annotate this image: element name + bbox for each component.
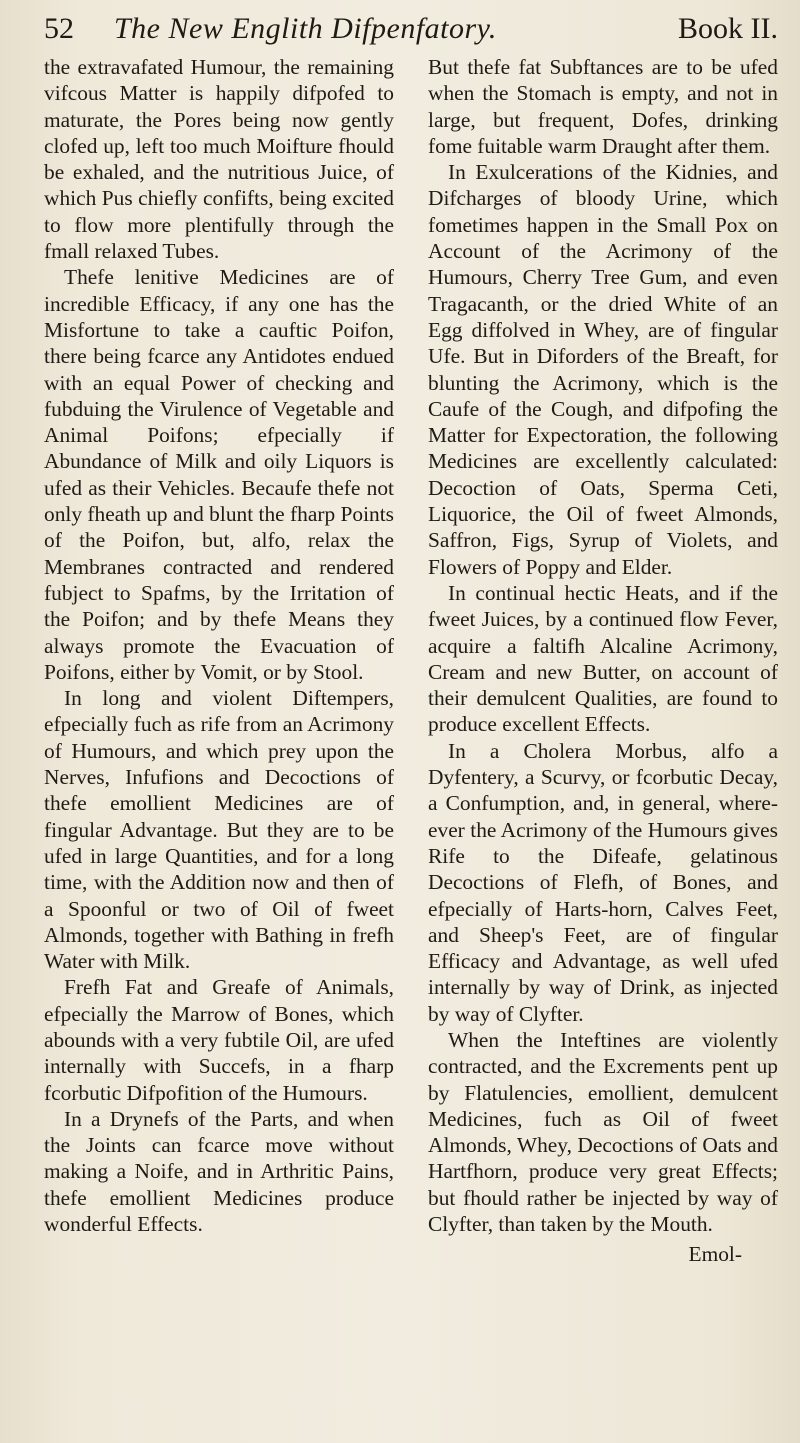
- paragraph: In long and violent Diftempers, efpecially fuch as rife from an Acrimony of Humours, and which prey upon the Nerves, Infufions and Decoctions of thefe emollient Medicines are of fingular Advantage. But they are to be ufed in large Quantities, and for a long time, with the Addition now and then of a Spoonful or two of Oil of fweet Almonds, together with Bathing in frefh Water with Milk.: [44, 686, 394, 974]
- paragraph: In continual hectic Heats, and if the fweet Juices, by a continued flow Fever, acquire a faltifh Alcaline Acrimony, Cream and new Butter, on account of their demulcent Qualities, are found to produce excellent Effects.: [428, 580, 778, 737]
- paragraph: the extravafated Humour, the remaining vifcous Matter is happily difpofed to maturate, the Pores being now gently clofed up, left too much Moifture fhould be exhaled, and the nutritious Juice, of which Pus chiefly confifts, being excited to flow more plentifully through the fmall relaxed Tubes.: [44, 55, 394, 264]
- paragraph: When the Inteftines are violently contracted, and the Excrements pent up by Flatulencies, emollient, demulcent Medicines, fuch as Oil of fweet Almonds, Whey, Decoctions of Oats and Hartfhorn, produce very great Effects; but fhould rather be injected by way of Clyfter, than taken by the Mouth.: [428, 1027, 778, 1237]
- book-label: Book II.: [678, 12, 778, 45]
- paragraph: Thefe lenitive Medicines are of incredible Efficacy, if any one has the Misfortune to take a cauftic Poifon, there being fcarce any Antidotes endued with an equal Power of checking and fubduing the Virulence of Vegetable and Animal Poifons; efpecially if Abundance of Milk and oily Liquors is ufed as their Vehicles. Becaufe thefe not only fheath up and blunt the fharp Points of the Poifon, but, alfo, relax the Membranes contracted and rendered fubject to Spafms, by the Irritation of the Poifon; and by thefe Means they always promote the Evacuation of Poifons, either by Vomit, or by Stool.: [44, 265, 394, 684]
- text-columns: [44, 54, 778, 1268]
- page-header: [44, 12, 778, 52]
- right-column: [428, 54, 778, 1268]
- left-column: [44, 54, 394, 1268]
- paragraph: In a Drynefs of the Parts, and when the Joints can fcarce move without making a Noife, and in Arthritic Pains, thefe emollient Medicines produce wonderful Effects.: [44, 1106, 394, 1237]
- paragraph: In a Cholera Morbus, alfo a Dyfentery, a Scurvy, or fcorbutic Decay, a Confumption, and, in general, where-ever the Acrimony of the Humours gives Rife to the Difeafe, gelatinous Decoctions of Flefh, of Bones, and efpecially of Harts-horn, Calves Feet, and Sheep's Feet, are of fingular Efficacy and Advantage, as well ufed internally by way of Drink, as injected by way of Clyfter.: [428, 738, 778, 1026]
- paragraph: But thefe fat Subftances are to be ufed when the Stomach is empty, and not in large, but frequent, Dofes, drinking fome fuitable warm Draught after them.: [428, 55, 778, 158]
- paragraph: Frefh Fat and Greafe of Animals, efpecially the Marrow of Bones, which abounds with a very fubtile Oil, are ufed internally with Succefs, in a fharp fcorbutic Difpofition of the Humours.: [44, 975, 394, 1105]
- running-title: The New Englith Difpenfatory.: [114, 12, 497, 45]
- catchword: Emol-: [688, 1242, 742, 1267]
- paragraph: In Exulcerations of the Kidnies, and Difcharges of bloody Urine, which fometimes happen in the Small Pox on Account of the Acrimony of the Humours, Cherry Tree Gum, and even Tragacanth, or the dried White of an Egg diffolved in Whey, are of fingular Ufe. But in Diforders of the Breaft, for blunting the Acrimony, which is the Caufe of the Cough, and difpofing the Matter for Expectoration, the following Medicines are excellently calculated: Decoction of Oats, Sperma Ceti, Liquorice, the Oil of fweet Almonds, Saffron, Figs, Syrup of Violets, and Flowers of Poppy and Elder.: [428, 160, 778, 579]
- page-number: 52: [44, 12, 74, 45]
